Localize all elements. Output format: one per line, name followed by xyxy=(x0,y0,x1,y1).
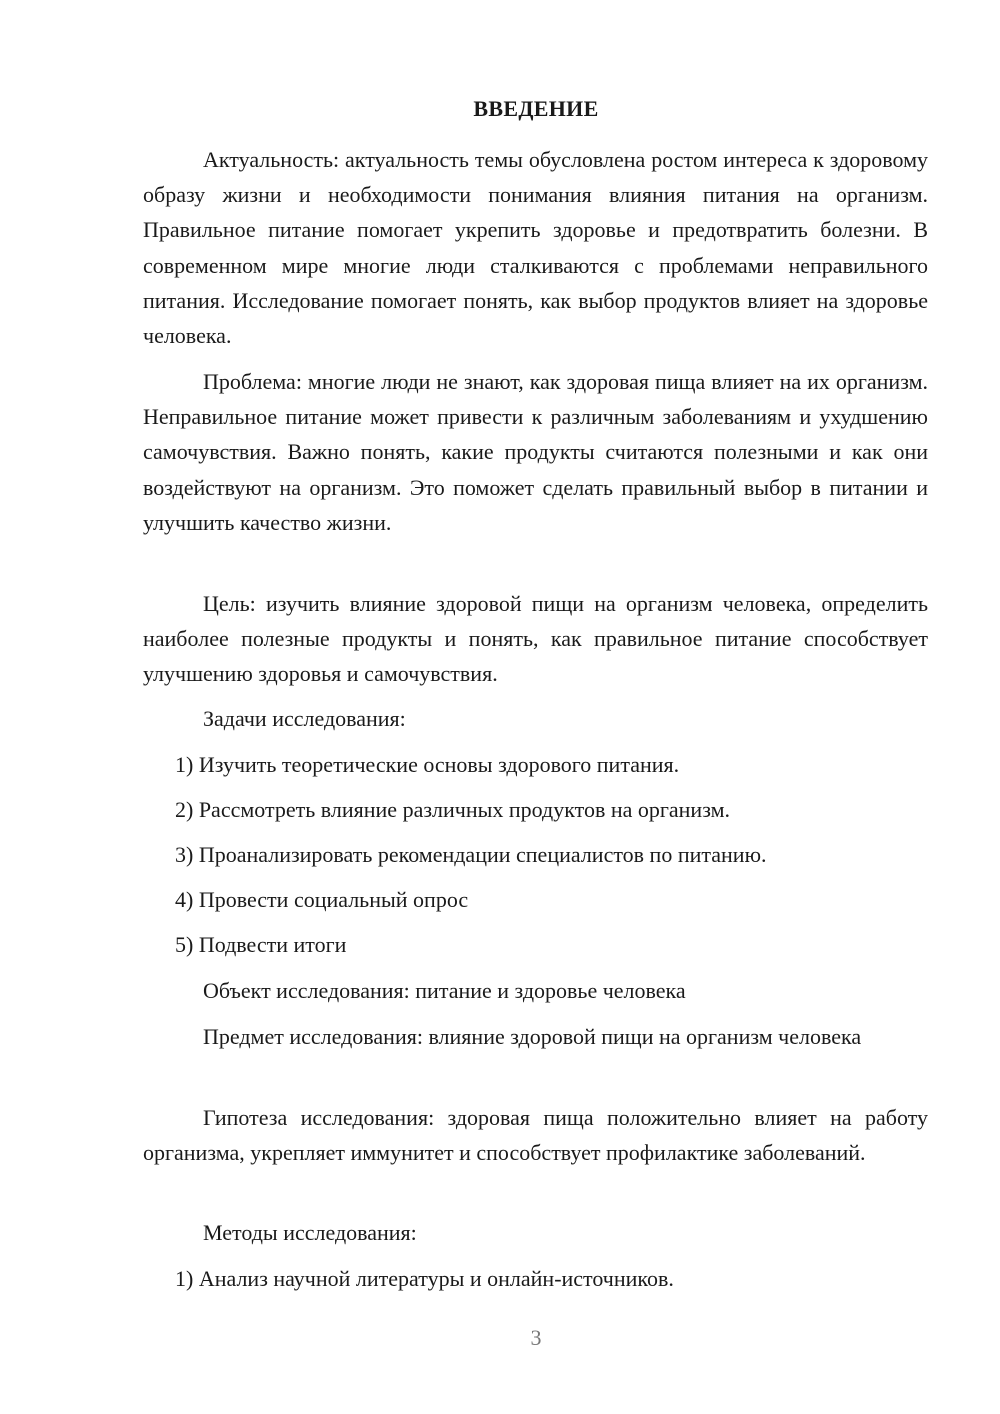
task-item: 2) Рассмотреть влияние различных продуктов на организм. xyxy=(175,797,731,822)
problem-paragraph: Проблема: многие люди не знают, как здоровая пища влияет на их организм. Неправильное питание может привести к различным заболеваниям и ухудшению самочувствия. Важно понять, какие продукты считаются полезными и как они воздействуют на организм. Это поможет сделать правильный выбор в питании и улучшить качество жизни. xyxy=(143,369,928,535)
task-item: 3) Проанализировать рекомендации специалистов по питанию. xyxy=(175,842,767,867)
subject-paragraph: Предмет исследования: влияние здоровой пищи на организм человека xyxy=(203,1024,862,1049)
tasks-heading: Задачи исследования: xyxy=(203,706,406,731)
task-item: 1) Изучить теоретические основы здорового питания. xyxy=(175,752,680,777)
methods-heading: Методы исследования: xyxy=(203,1220,417,1245)
page-title: ВВЕДЕНИЕ xyxy=(473,96,599,121)
goal-paragraph: Цель: изучить влияние здоровой пищи на организм человека, определить наиболее полезные продукты и понять, как правильное питание способствует улучшению здоровья и самочувствия. xyxy=(143,591,928,687)
task-item: 5) Подвести итоги xyxy=(175,932,347,957)
object-line: Объект исследования: питание и здоровье человека xyxy=(203,978,686,1003)
page-number: 3 xyxy=(530,1325,542,1350)
hypothesis-paragraph: Гипотеза исследования: здоровая пища положительно влияет на работу организма, укрепляет иммунитет и способствует профилактике заболеваний. xyxy=(143,1105,928,1166)
relevance-paragraph: Актуальность: актуальность темы обусловлена ростом интереса к здоровому образу жизни и необходимости понимания влияния питания на организм. Правильное питание помогает укрепить здоровье и предотвратить болезни. В современном мире многие люди сталкиваются с проблемами неправильного питания. Исследование помогает понять, как выбор продуктов влияет на здоровье человека. xyxy=(143,147,928,349)
method-item: 1) Анализ научной литературы и онлайн-источников. xyxy=(175,1266,674,1291)
task-item: 4) Провести социальный опрос xyxy=(175,887,469,912)
